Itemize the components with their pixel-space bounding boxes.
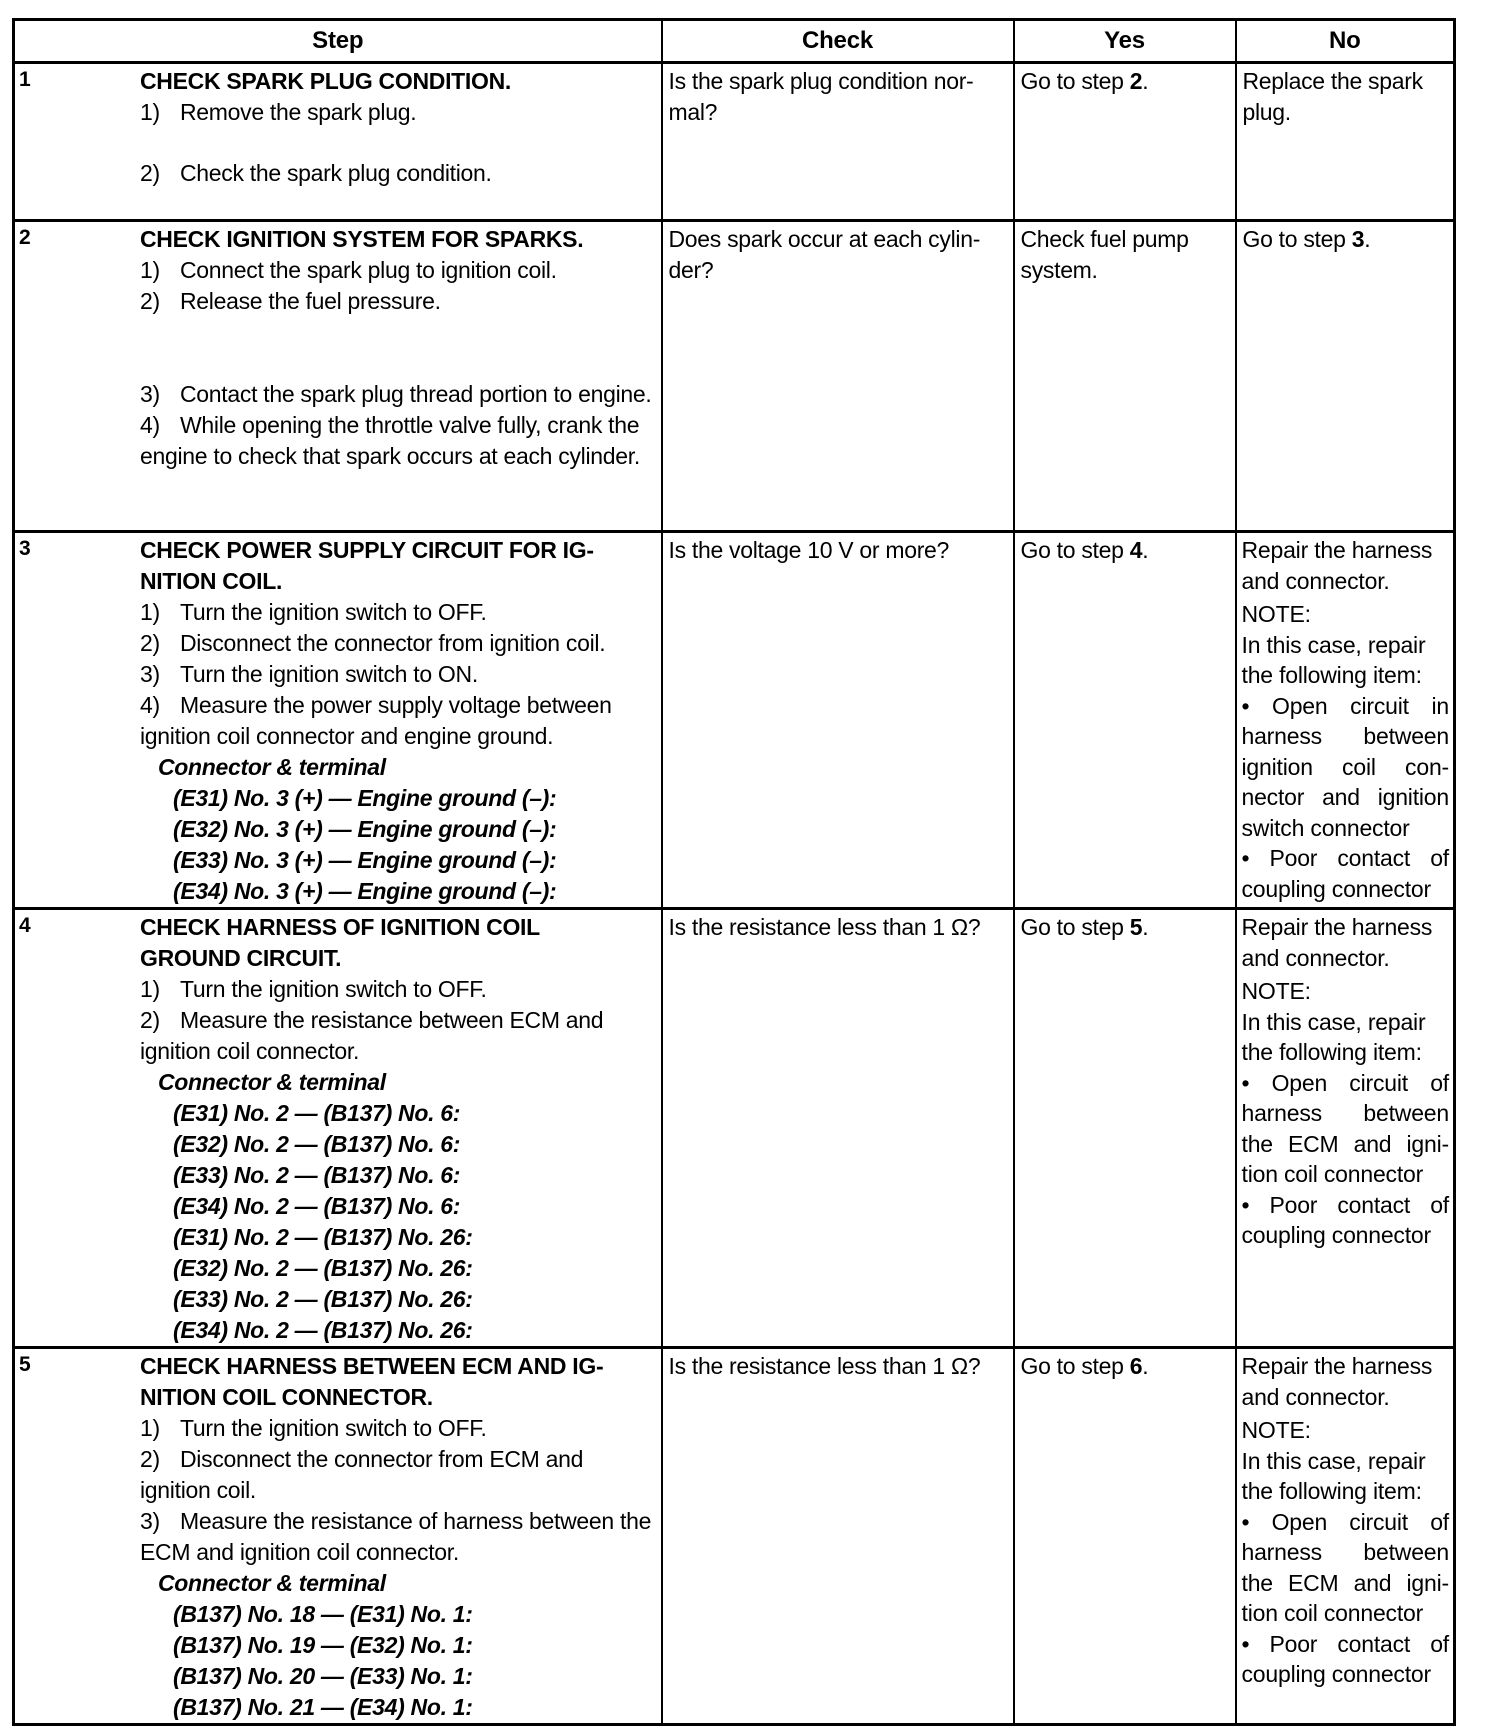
step-cell: [14, 63, 662, 221]
step-number: 2: [19, 226, 31, 249]
connector-terminal-item: (B137) No. 21 — (E34) No. 1:: [173, 1694, 473, 1720]
no-cell: Repair the harness and connector. NOTE: In this case, repair the following item: • Open circuit in harness between ignition coil con- nector and ignition switch connector • Poor contact of coupling connector: [1236, 532, 1455, 909]
header-no: No: [1236, 20, 1455, 63]
substep: 3) Turn the ignition switch to ON.: [140, 661, 478, 687]
table-row-step-2: [14, 221, 1455, 532]
connector-terminal-item: (E31) No. 2 — (B137) No. 6:: [173, 1100, 461, 1126]
connector-terminal-heading: Connector & terminal: [158, 1069, 386, 1095]
step-link: 4: [1129, 537, 1143, 563]
step-number: 5: [19, 1353, 31, 1376]
substep: 1) Turn the ignition switch to OFF.: [140, 976, 487, 1002]
connector-terminal-item: (E32) No. 2 — (B137) No. 6:: [173, 1131, 461, 1157]
substep: 1) Turn the ignition switch to OFF.: [140, 599, 487, 625]
substep: 1) Remove the spark plug.: [140, 99, 417, 125]
header-step: Step: [14, 20, 662, 63]
step-title: CHECK POWER SUPPLY CIRCUIT FOR IG- NITION COIL.: [140, 537, 594, 594]
step-link: 5: [1129, 914, 1143, 940]
no-cell: Go to step 3.: [1236, 221, 1455, 532]
note-label: NOTE:: [1241, 978, 1311, 1004]
connector-terminal-item: (E33) No. 3 (+) — Engine ground (–):: [173, 847, 557, 873]
yes-cell: Go to step 6.: [1014, 1348, 1236, 1725]
table-row-step-1: [14, 63, 1455, 221]
substep: 1) Connect the spark plug to ignition coil.: [140, 257, 557, 283]
substep: 3) Contact the spark plug thread portion to engine.: [140, 381, 652, 407]
step-link: 2: [1129, 68, 1143, 94]
table-row-step-3: [14, 532, 1455, 909]
connector-terminal-heading: Connector & terminal: [158, 754, 386, 780]
connector-terminal-item: (B137) No. 18 — (E31) No. 1:: [173, 1601, 473, 1627]
diagnostic-table: [12, 18, 1456, 1726]
yes-cell: Go to step 5.: [1014, 909, 1236, 1348]
substep: 2) Disconnect the connector from ECM and ignition coil.: [140, 1446, 584, 1503]
step-cell: [14, 532, 662, 909]
yes-cell: Go to step 2.: [1014, 63, 1236, 221]
substep: 3) Measure the resistance of harness between the ECM and ignition coil connector.: [140, 1508, 652, 1565]
step-title: CHECK SPARK PLUG CONDITION.: [140, 68, 511, 94]
note-label: NOTE:: [1241, 601, 1311, 627]
substep: 2) Measure the resistance between ECM and ignition coil connector.: [140, 1007, 604, 1064]
step-number: 3: [19, 537, 31, 560]
connector-terminal-item: (E33) No. 2 — (B137) No. 26:: [173, 1286, 473, 1312]
step-title: CHECK HARNESS BETWEEN ECM AND IG- NITION COIL CONNECTOR.: [140, 1353, 604, 1410]
connector-terminal-item: (E31) No. 2 — (B137) No. 26:: [173, 1224, 473, 1250]
check-cell: Does spark occur at each cylin- der?: [662, 221, 1014, 532]
connector-terminal-item: (E34) No. 2 — (B137) No. 6:: [173, 1193, 461, 1219]
connector-terminal-item: (B137) No. 19 — (E32) No. 1:: [173, 1632, 473, 1658]
step-link: 3: [1351, 226, 1365, 252]
yes-cell: Check fuel pump system.: [1014, 221, 1236, 532]
check-cell: Is the resistance less than 1 Ω?: [662, 1348, 1014, 1725]
step-number: 4: [19, 914, 31, 937]
check-cell: Is the spark plug condition nor- mal?: [662, 63, 1014, 221]
connector-terminal-item: (E34) No. 3 (+) — Engine ground (–):: [173, 878, 557, 904]
table-row-step-4: [14, 909, 1455, 1348]
header-check: Check: [662, 20, 1014, 63]
connector-terminal-item: (E32) No. 2 — (B137) No. 26:: [173, 1255, 473, 1281]
connector-terminal-item: (E34) No. 2 — (B137) No. 26:: [173, 1317, 473, 1343]
connector-terminal-heading: Connector & terminal: [158, 1570, 386, 1596]
substep: 1) Turn the ignition switch to OFF.: [140, 1415, 487, 1441]
header-yes: Yes: [1014, 20, 1236, 63]
connector-terminal-item: (E32) No. 3 (+) — Engine ground (–):: [173, 816, 557, 842]
no-cell: Replace the spark plug.: [1236, 63, 1455, 221]
substep: 2) Check the spark plug condition.: [140, 160, 492, 186]
table-row-step-5: [14, 1348, 1455, 1725]
step-number: 1: [19, 68, 31, 91]
step-cell: [14, 1348, 662, 1725]
header-row: [14, 20, 1455, 63]
step-link: 6: [1129, 1353, 1143, 1379]
note-label: NOTE:: [1241, 1417, 1311, 1443]
no-cell: Repair the harness and connector. NOTE: In this case, repair the following item: • Open circuit of harness between the ECM and igni- tion coil connector • Poor contact of coupling connector: [1236, 909, 1455, 1348]
substep: 4) While opening the throttle valve fully, crank the engine to check that spark occurs at each cylinder.: [140, 412, 640, 469]
connector-terminal-item: (B137) No. 20 — (E33) No. 1:: [173, 1663, 473, 1689]
no-cell: Repair the harness and connector. NOTE: In this case, repair the following item: • Open circuit of harness between the ECM and igni- tion coil connector • Poor contact of coupling connector: [1236, 1348, 1455, 1725]
step-title: CHECK HARNESS OF IGNITION COIL GROUND CIRCUIT.: [140, 914, 540, 971]
connector-terminal-item: (E31) No. 3 (+) — Engine ground (–):: [173, 785, 557, 811]
step-cell: [14, 909, 662, 1348]
yes-cell: Go to step 4.: [1014, 532, 1236, 909]
substep: 2) Disconnect the connector from ignition coil.: [140, 630, 606, 656]
step-cell: [14, 221, 662, 532]
check-cell: Is the voltage 10 V or more?: [662, 532, 1014, 909]
check-cell: Is the resistance less than 1 Ω?: [662, 909, 1014, 1348]
connector-terminal-item: (E33) No. 2 — (B137) No. 6:: [173, 1162, 461, 1188]
substep: 4) Measure the power supply voltage between ignition coil connector and engine ground.: [140, 692, 612, 749]
step-title: CHECK IGNITION SYSTEM FOR SPARKS.: [140, 226, 584, 252]
substep: 2) Release the fuel pressure.: [140, 288, 441, 314]
